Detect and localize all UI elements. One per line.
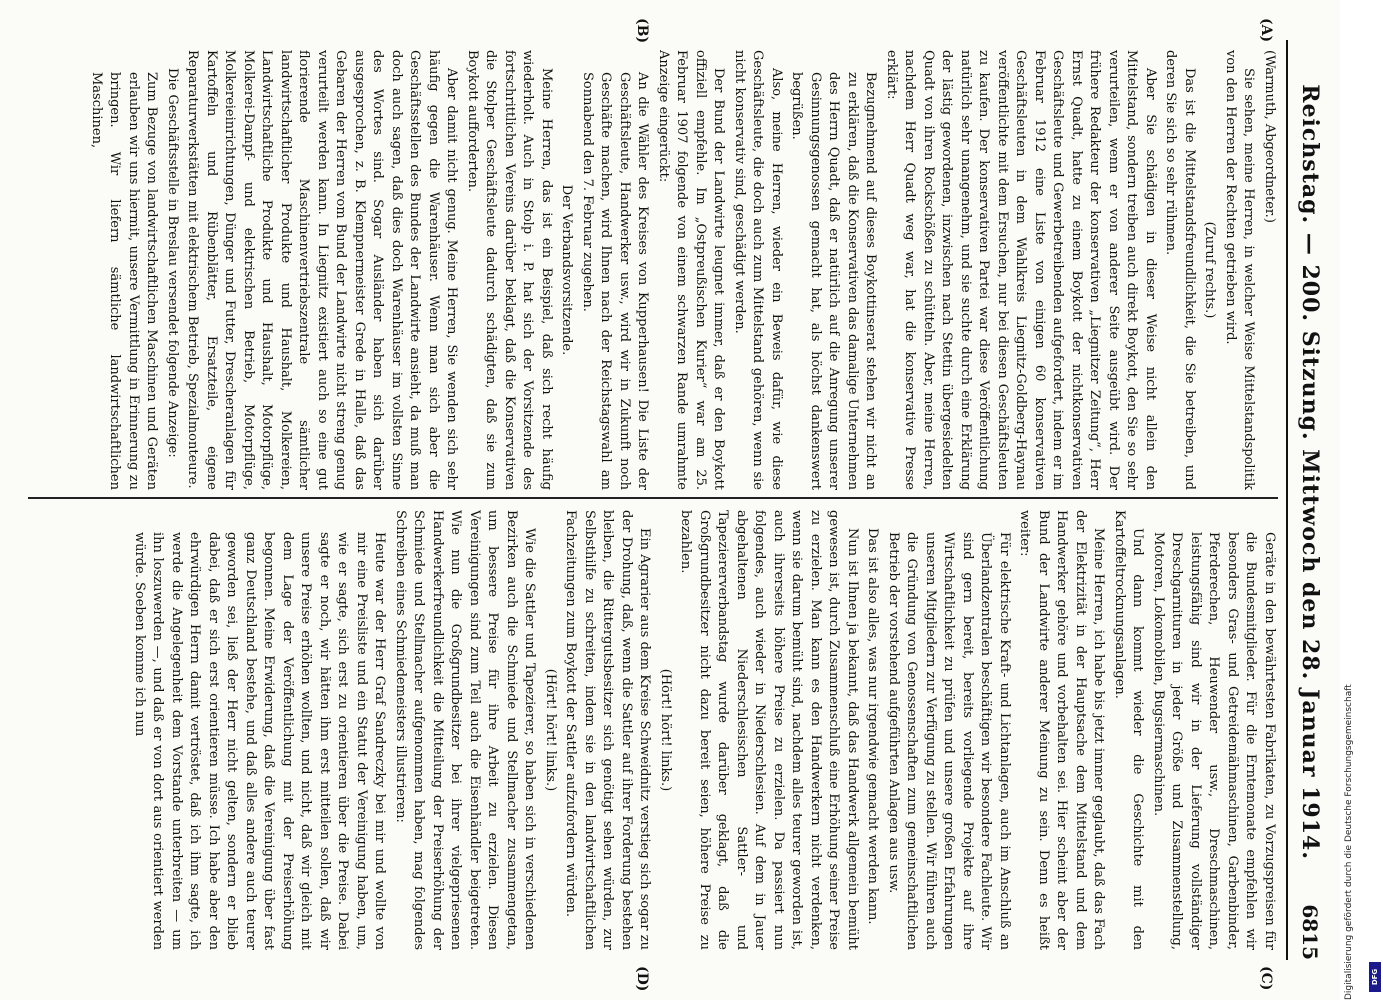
paragraph: Aber damit nicht genug. Meine Herren, Sie wenden sich sehr häufig gegen die Warenhäuser. Wenn man sich aber die Geschäftsstellen des Bundes der Landwirte ansieht, da muß man doch auch sagen, daß dies doch Warenhäuser im vollsten Sinne des Wortes sind. Sogar Ausländer haben sich darüber ausgesprochen, z. B. Klempnermeister Grede in Halle, daß das Gebaren der Herren vom Bund der Landwirte nicht streng genug verurteilt werden kann. In Liegnitz existiert auch so eine gut florierende Maschinenvertriebszentrale sämtlicher landwirtschaftlicher Produkte und Haushalt, Molkereien, Landwirtschaftliche Produkte und Haushalt, Motorpflüge, Molkerei-Dampf- und elektrischen Betrieb, Motorpflüge, Molkereieinrichtungen, Dünger und Futter, Drescheranlagen für Kartoffeln und Rübenblätter, Ersatzteile, eigene Reparaturwerkstätten mit elektrischem Betrieb, Spezialmonteure. [185,50,460,490]
quotation: Bezugnehmend auf dieses Boykottinserat stehen wir nicht an zu erklären, daß die Konservativen das damalige Unternehmen des Herrn Quadt, daß er natürlich auf die Anregung unserer Gesinnungsgenossen gemacht hat, als höchst dankenswert begrüßen. [789,72,879,490]
paragraph: Der Bund der Landwirte leugnet immer, daß er den Boykott offiziell empfehle. Im „Ostpreußischen Kurier“ war am 25. Februar 1907 folgende von einem schwarzen Rande umrahmte Anzeige eingerückt: [656,50,727,490]
margin-marker-c: (C) [1258,966,1274,991]
page-title: Reichstag. — 200. Sitzung. Mittwoch den 28. Januar 1914. [1297,84,1323,861]
signature: Der Verbandsvorsitzende. [559,184,575,356]
paragraph: Aber Sie schädigen in dieser Weise nicht allein den Mittelstand, sondern treiben auch direkt Boykott, den Sie so sehr verurteilen, wenn er von anderer Seite ausgeübt wird. Der frühere Redakteur der konservativen „Liegnitzer Zeitung“, Herr Ernst Quadt, hatte zu einem Boykott der nichtkonservativen Geschäftsleute und Gewerbetreibenden aufgefordert, indem er im Februar 1912 eine Liste von einigen 60 konservativen Geschäftsleuten in dem Wahlkreis Liegnitz-Goldberg-Haynau veröffentlichte mit dem Ersuchen, nur bei diesen Geschäftsleuten zu kaufen. Der konservativen Partei war diese Veröffentlichung natürlich sehr unangenehm, und sie suchte durch eine Erklärung der lästig gewordenen, inzwischen nach Stettin übergesiedelten Quadt von ihren Rockschößen zu schütteln. Aber, meine Herren, nachdem Herr Quadt weg war, hat die konservative Presse erklärt: [884,50,1158,490]
paragraph: Meine Herren, das ist ein Beispiel, daß sich recht häufig wiederholt. Auch in Stolp i. P. hat sich der Vorsitzende des fortschrittlichen Vereins darüber beklagt, daß die Konservativen die Stolper Geschäftsleute dadurch schädigten, daß sie zum Boykott aufforderten. [465,50,554,490]
left-column [28,50,1278,490]
paragraph: Das ist die Mittelstandsfreundlichkeit, die Sie betreiben, und deren Sie sich so sehr rühmen. [1163,50,1197,490]
right-column [28,510,1278,950]
digitization-note [1330,0,1354,1000]
paragraph: Sie sehen, meine Herren, in welcher Weise Mittelstandspolitik von den Herren der Rechten getrieben wird. [1223,50,1257,490]
interjection: (Zuruf rechts.) [1202,221,1218,319]
paragraph: Die Geschäftsstelle in Breslau versendet folgende Anzeige: [165,68,180,458]
margin-marker-a: (A) [1258,18,1274,43]
paragraph: Ein Agrarier aus dem Kreise Schweidnitz verstieg sich sogar zu der Drohung, daß, wenn die Sattler auf ihrer Forderung bestehen bleiben, die Rittergutsbesitzer sich genötigt sehen würden, zur Selbsthilfe zu schreiten, indem sie in den landwirtschaftlichen Fachzeitungen zum Boykott der Sattler aufzufordern würden. [563,510,653,950]
quotation: Zum Bezuge von landwirtschaftlichen Maschinen und Geräten erlauben wir uns hiermit, unsere Vermittlung in Erinnerung zu bringen. Wir liefern sämtliche landwirtschaftlichen Maschinen, [89,72,160,490]
quotation: Heute war der Herr Graf Sandreczky bei mir und wollte von mir eine Preisliste und ein Statut der Vereinigung haben, um, wie er sagte, sich erst zu orientieren über die Preise. Dabei sagte er noch, wir hätten ihm erst mitteilen sollen, daß wir unsere Preise erhöhen wollten, und nicht, daß wir gleich mit dem Lage der Veröffentlichung mit der Preiserhöhung begonnen. Meine Erwiderung, daß die Vereinigung über fast ganz Deutschland bestehe, und daß alles andere auch teurer geworden sei, ließ der Herr nicht gelten, sondern er blieb dabei, daß er sich erst orientieren müsse. Ich habe aber den ehrwürdigen Herrn damit vertröstet, daß ich ihm sagte, ich werde die Angelegenheit dem Vorstande unterbreiten — um ihn loszuwerden —, und daß er von dort aus orientiert werden würde. Soeben komme ich nun [132,532,388,950]
paragraph: Meine Herren, ich habe bis jetzt immer geglaubt, daß das Fach der Elektrizität in der Hauptsache dem Mittelstand und dem Handwerker gehöre und vorbehalten sei. Hier scheint aber der Bund der Landwirte anderer Meinung zu sein. Denn es heißt weiter: [1017,510,1107,950]
dfg-logo-text: DFG [1371,968,1379,986]
paragraph: Und dann kommt wieder die Geschichte mit den Kartoffeltrocknungsanlagen. [1112,510,1146,950]
quotation: Für elektrische Kraft- und Lichtanlagen, auch im Anschluß an Überlandzentralen beschäftigen wir besondere Fachleute. Wir sind gern bereit, bereits vorliegende Projekte auf ihre Wirtschaftlichkeit zu prüfen und unsere großen Erfahrungen unseren Mitgliedern zur Verfügung zu stellen. Wir führen auch die Gründung von Genossenschaften zum gemeinschaftlichen Betrieb der vorstehend aufgeführten Anlagen aus usw. [886,532,1012,950]
paragraph: Nun ist Ihnen ja bekannt, daß das Handwerk allgemein bemüht gewesen ist, durch Zusammenschluß eine Erhöhung seiner Preise zu erzielen. Man kann es den Handwerkern nicht verdenken, wenn sie darum bemüht sind, nachdem alles teurer geworden ist, auch ihrerseits höhere Preise zu erzielen. Da passiert nun folgendes, auch wieder in Niederschlesien. Auf dem in Jauer abgehaltenen Niederschlesischen Sattler- und Tapeziererverbandstag wurde darüber geklagt, daß die Großgrundbesitzer nicht dazu bereit seien, höhere Preise zu bezahlen. [678,510,860,950]
digitization-note-text: Digitalisierung gefördert durch die Deutsche Forschungsgemeinschaft [1344,684,1354,1000]
paragraph: Also, meine Herren, wieder ein Beweis dafür, wie diese Geschäftsleute, die doch auch zum Mittelstand gehören, wenn sie nicht konservativ sind, geschädigt werden. [732,50,784,490]
interjection: (Hört! hört! links.) [543,668,558,792]
column-divider [28,497,1278,499]
dfg-logo [1369,962,1381,992]
speaker-note: (Warmuth, Abgeordneter.) [1262,50,1277,223]
header-rule [1286,40,1288,960]
margin-marker-d: (D) [634,966,650,992]
paragraph: Das ist also alles, was nur irgendwie gemacht werden kann. [865,528,881,925]
page-header [1290,40,1330,960]
page-number: 6815 [1298,904,1322,960]
quotation: Geräte in den bewährtesten Fabrikaten, zu Vorzugspreisen für die Bundesmitglieder. Für die Erntemonate empfehlen wir besonders Gras- und Getreidemähmaschinen, Garbenbinder, Pferderechen, Heuwender usw., Dreschmaschinen, leistungsfähig sind wir in der Lieferung vollständiger Dreschgarnituren in jeder Größe und Zusammenstellung, Motoren, Lokomobilen, Bugsiermaschinen. [1151,532,1277,950]
margin-marker-b: (B) [634,18,650,44]
interjection: (Hört! hört! links.) [658,668,673,792]
quotation: An die Wähler des Kreises von Kupperhausen! Die Liste der Geschäftsleute, Handwerker usw., wird wir in Zukunft noch Geschäfte machen, wird Ihnen nach der Reichstagswahl am Sonnabend den 7. Februar zugehen. [580,72,651,490]
paragraph: Wie die Sattler und Tapezierer, so haben sich in verschiedenen Bezirken auch die Schmiede und Stellmacher zusammengetan, um bessere Preise für ihre Arbeit zu erzielen. Diesen Vereinigungen sind zum Teil auch die Eisenhändler beigetreten. Wie nun die Großgrundbesitzer bei ihrer vielgepriesenen Handwerkerfreundlichkeit die Mitteilung der Preiserhöhung der Schmiede und Stellmacher aufgenommen haben, mag folgendes Schreiben eines Schmiedemeisters illustrieren: [393,510,538,950]
